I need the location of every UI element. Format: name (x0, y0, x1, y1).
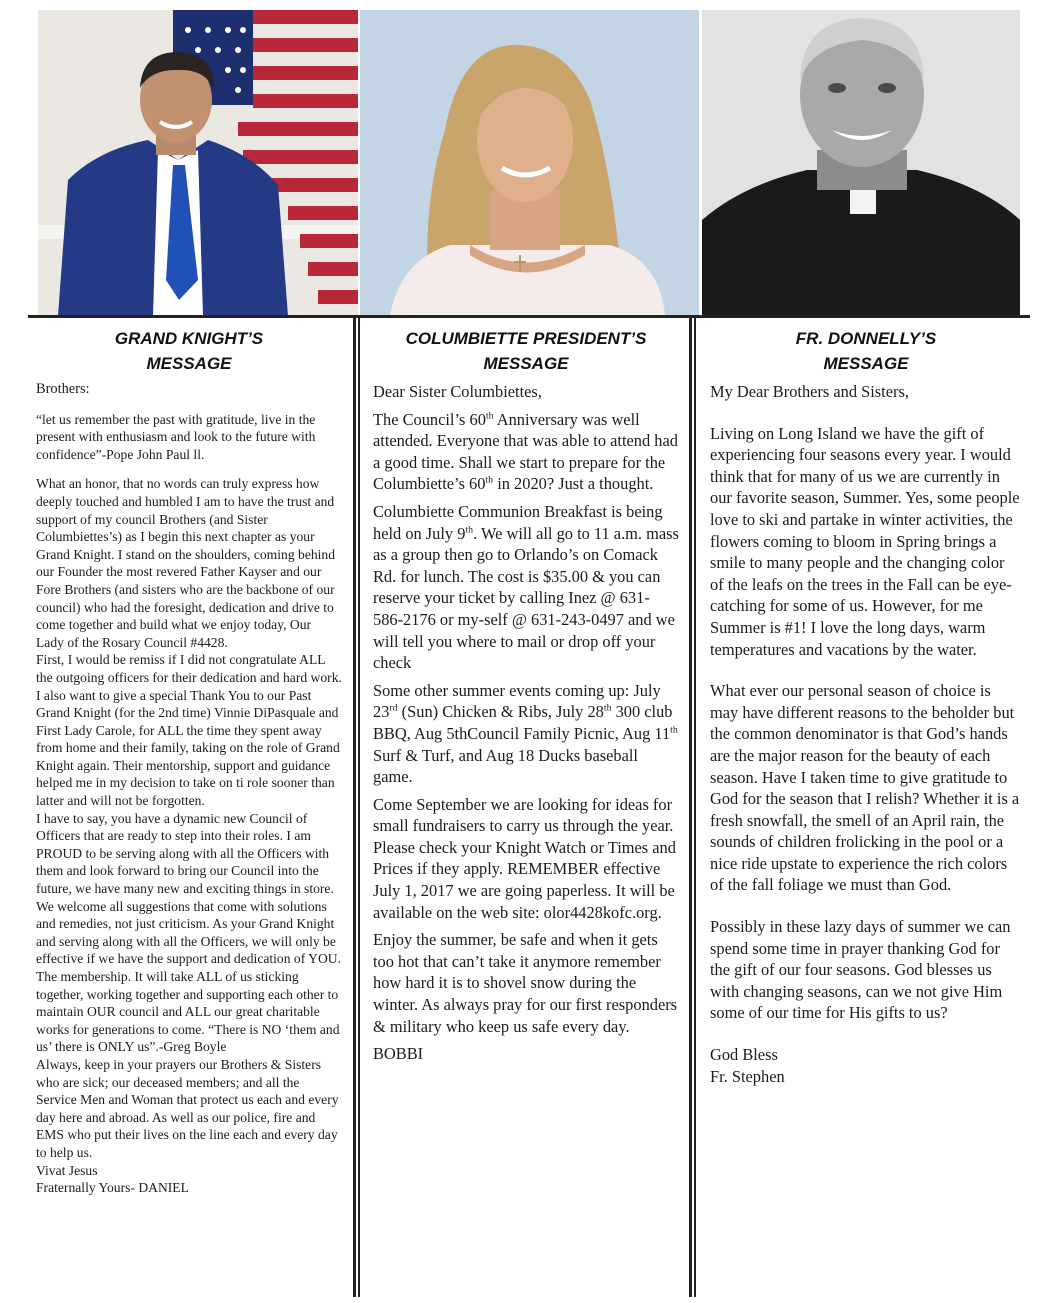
paragraph (373, 501, 679, 674)
heading-line: FR. DONNELLY’S (795, 329, 937, 348)
columbiette-president-heading (373, 326, 679, 376)
heading-line: GRAND KNIGHT’S (114, 329, 264, 348)
signature: Fraternally Yours- DANIEL (36, 1180, 189, 1196)
grand-knight-message (36, 326, 342, 1197)
fr-donnelly-heading (710, 326, 1022, 376)
paragraph: Always, keep in your prayers our Brothers & Sisters who are sick; our deceased members; and all the Service Men and Woman that protect us each and every day here and abroad. As well as our police, fire and EMS who put their lives on the line each and every day to help us. (36, 1056, 339, 1160)
paragraph: Possibly in these lazy days of summer we can spend some time in prayer thanking God for the gift of our four seasons. God blesses us with changing seasons, can we not give Him some of our time for His gifts to us? (710, 917, 1011, 1023)
greeting: Dear Sister Columbiettes, (373, 382, 542, 401)
text-run: in 2020? Just a thought. (493, 474, 654, 494)
fr-donnelly-message (710, 326, 1022, 1087)
paragraph (373, 680, 679, 788)
top-divider-rule (28, 315, 1030, 318)
paragraph: Living on Long Island we have the gift of experiencing four seasons every year. I would think that for many of us we are currently in our favorite season, Summer. Yes, some people love to ski and partake in winter activities, the flowers coming to bloom in Spring brings a smile to many people and the changing color of the leafs on the trees in the Fall can be eye-catching for some of us. However, for me Summer is #1! I love the long days, warm temperatures and vacations by the water. (710, 423, 1020, 659)
grand-knight-photo (38, 10, 358, 316)
superscript: th (465, 524, 474, 536)
column-divider-left (353, 318, 356, 1297)
superscript: rd (389, 702, 398, 714)
closing-line: Vivat Jesus (36, 1162, 98, 1178)
paragraph: Come September we are looking for ideas for small fundraisers to carry us through the year. Please check your Knight Watch or Times and Prices if they apply. REMEMBER effective July 1, 2017 we are going paperless. It will be available on the web site: olor4428kofc.org. (373, 794, 676, 922)
superscript: th (603, 702, 612, 714)
text-run: Columbiette Communion Breakfast is being held on July 9 (373, 501, 663, 543)
heading-line: MESSAGE (483, 354, 569, 373)
text-run: Some other summer events coming up: July 23 (373, 680, 661, 722)
quote: “let us remember the past with gratitude, live in the present with enthusiasm and look to the future with confidence”-Pope John Paul ll. (36, 411, 316, 462)
greeting: My Dear Brothers and Sisters, (710, 382, 909, 401)
superscript: th (485, 474, 494, 486)
superscript: th (670, 724, 678, 736)
paragraph: Enjoy the summer, be safe and when it gets too hot that can’t take it anymore remember how hard it is to shovel snow during the winter. As always pray for our first responders & military who keep us safe every day. (373, 930, 678, 1036)
paragraph: I have to say, you have a dynamic new Council of Officers that are ready to step into their roles. I am PROUD to be serving along with all the Officers with them and look forward to bring our Council into the future, we have many new and exciting things in store. We welcome all suggestions that come with solutions and remedies, not just criticism. As your Grand Knight and serving along with all the Officers, we will only be effective if we have the support and dedication of YOU. The membership. It will take ALL of us sticking together, working together and supporting each other to maintain OUR council and ALL our great charitable works for generations to come. “There is NO ‘them and us’ there is ONLY us”.-Greg Boyle (36, 810, 341, 1055)
superscript: th (485, 410, 494, 422)
heading-line: COLUMBIETTE PRESIDENT’S (405, 329, 647, 348)
fr-donnelly-photo (702, 10, 1020, 316)
paragraph (373, 409, 679, 495)
signature: Fr. Stephen (710, 1066, 785, 1086)
text-run: (Sun) Chicken & Ribs, July 28 (397, 702, 604, 722)
columbiette-president-message (373, 326, 679, 1065)
text-run: Surf & Turf, and Aug 18 Ducks baseball game. (373, 745, 638, 787)
greeting: Brothers: (36, 381, 90, 397)
text-run: Anniversary was well attended. Everyone that was able to attend had a good time. Shall we start to prepare for the Columbiette’s 60 (373, 409, 678, 494)
closing-line: God Bless (710, 1045, 778, 1065)
columbiette-president-photo (360, 10, 699, 316)
paragraph: What ever our personal season of choice is may have different reasons to the beholder but the common denominator is that God’s hands are the major reason for the beauty of each season. Have I taken time to give gratitude to God for the season that I relish? Whether it is a fresh snowfall, the smell of an April rain, the sounds of children frolicking in the pool or a nice ride upstate to experience the rich colors of the fall foliage we must than God. (710, 681, 1020, 895)
heading-line: MESSAGE (823, 354, 909, 373)
signature: BOBBI (373, 1044, 424, 1064)
text-run: The Council’s 60 (373, 409, 486, 429)
paragraph: What an honor, that no words can truly express how deeply touched and humbled I am to have the trust and support of my council Brothers (and Sister Columbiettes’s) as I begin this next chapter as your Grand Knight. I stand on the shoulders, coming behind our Founder the most revered Father Kayser and our Fore Brothers (and sisters who are the backbone of our council) who had the foresight, dedication and drive to come together and build what we enjoy today, Our Lady of the Rosary Council #4428. (36, 476, 336, 650)
paragraph: First, I would be remiss if I did not congratulate ALL the outgoing officers for their dedication and hard work. I also want to give a special Thank You to our Past Grand Knight (for the 2nd time) Vinnie DiPasquale and First Lady Carole, for ALL the time they spent away from home and their family, taking on the role of Grand Knight again. Their mentorship, support and guidance helped me in my decision to take on ti role sooner than latter and will not be forgotten. (36, 652, 342, 809)
heading-line: MESSAGE (146, 354, 232, 373)
text-run: 300 club BBQ, Aug 5thCouncil Family Picnic, Aug 11 (373, 702, 673, 743)
text-run: . We will all go to 11 a.m. mass as a group then go to Orlando’s on Comack Rd. for lunch. The cost is $35.00 & you can reserve your ticket by calling Inez @ 631-586-2176 or my-self @ 631-243-0497 and we will tell you where to mail or drop off your check (373, 523, 679, 673)
column-divider-right (689, 318, 692, 1297)
grand-knight-heading (36, 326, 342, 376)
